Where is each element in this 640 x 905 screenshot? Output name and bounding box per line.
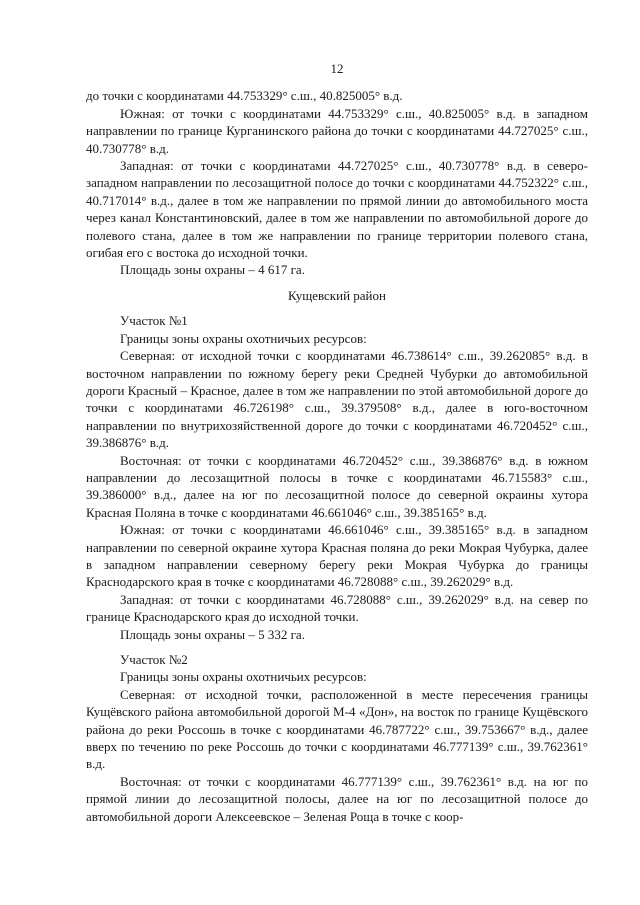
section-heading-district: Кущевский район — [288, 287, 386, 303]
page-number: 12 — [330, 61, 344, 76]
paragraph-north-boundary: Северная: от исходной точки с координатами 46.738614° с.ш., 39.262085° в.д. в восточном направлении по южному берегу реки Средней Чубурки до автомобильной дороги Красный – Красное, далее в том же направлении по этой автомобильной дороге до точки с координатами 46.726198° с.ш., 39.379508° в.д., далее в юго-восточном направлении по внутрихозяйственной дороге до точки с координатами 46.720452° с.ш., 39.386876° в.д. — [86, 348, 588, 451]
paragraph-east-boundary: Восточная: от точки с координатами 46.777139° с.ш., 39.762361° в.д. на юг по прямой линии до лесозащитной полосы, далее на юг по лесозащитной полосе до автомобильной дороги Алексеевское – Зеленая Роща в точке с коор- — [86, 773, 588, 824]
paragraph-west-boundary: Западная: от точки с координатами 44.727025° с.ш., 40.730778° в.д. в северо-западном направлении по лесозащитной полосе до точки с координатами 44.752322° с.ш., 40.717014° в.д., далее в том же направлении по прямой линии до автомобильного моста через канал Константиновский, далее в том же направлении по автомобильной дороге до полевого стана, далее в том же направлении по границе территории полевого стана, огибая его с востока до исходной точки. — [86, 158, 588, 261]
plot-heading-2: Участок №2 — [120, 652, 188, 667]
paragraph-boundaries-intro: Границы зоны охраны охотничьих ресурсов: — [120, 330, 367, 346]
paragraph-protection-area: Площадь зоны охраны – 4 617 га. — [120, 262, 305, 278]
paragraph-east-boundary: Восточная: от точки с координатами 46.720452° с.ш., 39.386876° в.д. в южном направлении до лесозащитной полосы в точке с координатами 46.715583° с.ш., 39.386000° в.д., далее на юг по лесозащитной полосе до северной окраины хутора Красная Поляна в точке с координатами 46.661046° с.ш., 39.385165° в.д. — [86, 452, 588, 520]
plot-heading-1: Участок №1 — [120, 313, 188, 329]
paragraph-protection-area: Площадь зоны охраны – 5 332 га. — [120, 626, 305, 642]
paragraph-south-boundary: Южная: от точки с координатами 46.661046° с.ш., 39.385165° в.д. в западном направлении по северной окраине хутора Красная поляна до реки Мокрая Чубурка, далее в западном направлении северному берегу реки Мокрая Чубурка до границы Краснодарского края в точке с координатами 46.728088° с.ш., 39.262029° в.д. — [86, 522, 588, 590]
paragraph-west-boundary: Западная: от точки с координатами 46.728088° с.ш., 39.262029° в.д. на север по границе Краснодарского края до исходной точки. — [86, 591, 588, 625]
paragraph-south-boundary: Южная: от точки с координатами 44.753329° с.ш., 40.825005° в.д. в западном направлении по границе Курганинского района до точки с координатами 44.727025° с.ш., 40.730778° в.д. — [86, 105, 588, 156]
paragraph-boundaries-intro: Границы зоны охраны охотничьих ресурсов: — [120, 669, 367, 685]
paragraph-continuation: до точки с координатами 44.753329° с.ш., 40.825005° в.д. — [86, 88, 403, 104]
paragraph-north-boundary: Северная: от исходной точки, расположенной в месте пересечения границы Кущёвского района автомобильной дорогой М-4 «Дон», на восток по границе Кущёвского района до реки Россошь в точке с координатами 46.787722° с.ш., 39.753667° в.д., далее вверх по течению по реке Россошь до точки с координатами 46.777139° с.ш., 39.762361° в.д. — [86, 686, 588, 772]
